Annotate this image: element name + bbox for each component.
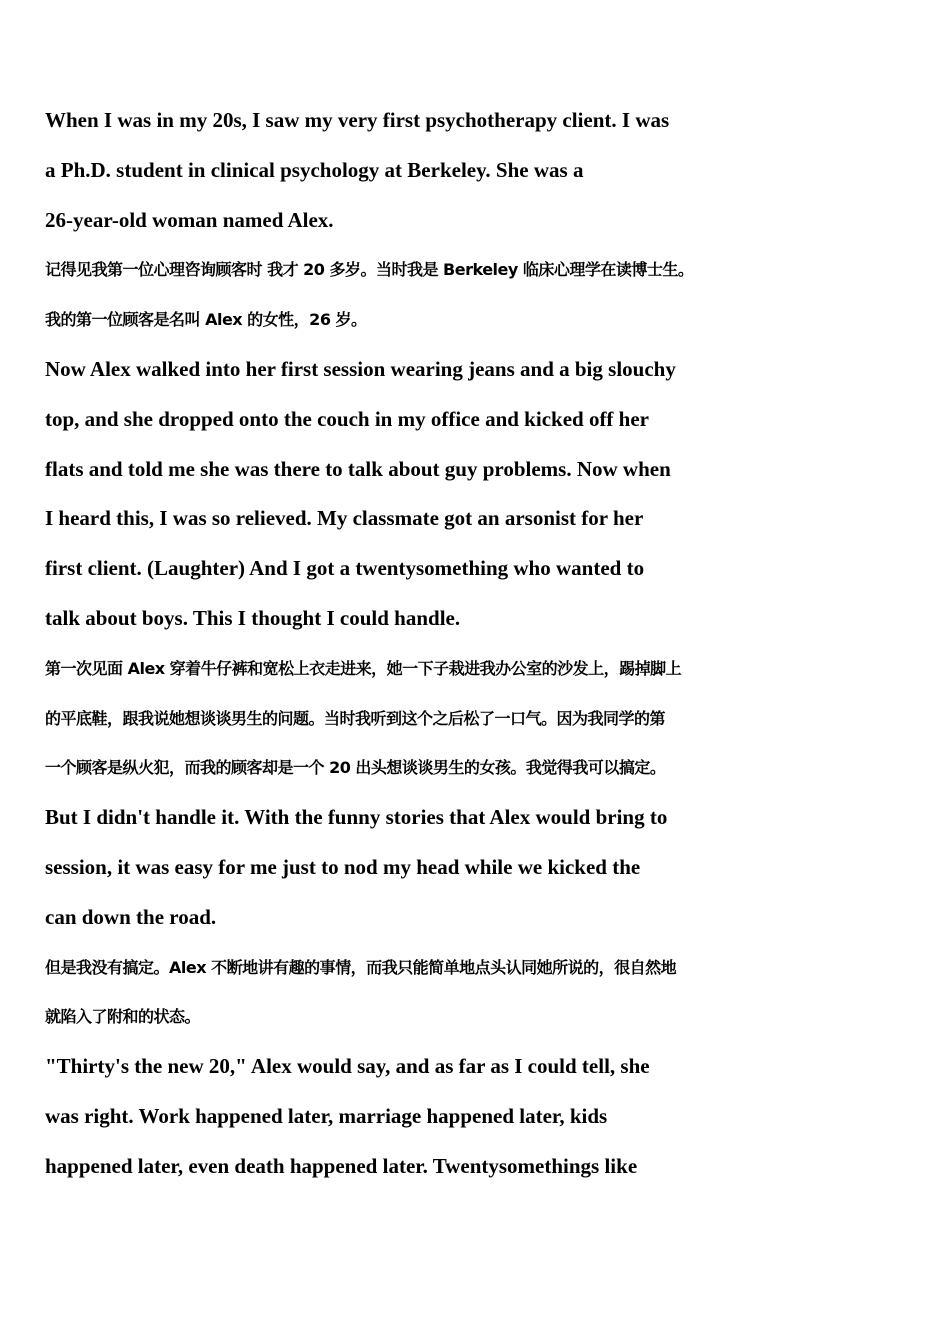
text-line: 一个顾客是纵火犯，而我的顾客却是一个 20 出头想谈谈男生的女孩。我觉得我可以搞定。 <box>45 758 666 778</box>
text-line: When I was in my 20s, I saw my very first psychotherapy client. I was <box>45 108 670 132</box>
text-line: session, it was easy for me just to nod my head while we kicked the <box>45 854 641 879</box>
paragraph-zh-2 <box>45 644 905 793</box>
paragraph-en-1 <box>45 96 905 245</box>
text-line: 第一次见面 Alex 穿着牛仔裤和宽松上衣走进来，她一下子栽进我办公室的沙发上，踢掉脚上 <box>45 658 682 678</box>
text-line: a Ph.D. student in clinical psychology at Berkeley. She was a <box>45 157 584 182</box>
paragraph-zh-1 <box>45 245 905 345</box>
paragraph-zh-3 <box>45 943 905 1043</box>
text-line: 我的第一位顾客是名叫 Alex 的女性，26 岁。 <box>45 310 367 330</box>
text-line: I heard this, I was so relieved. My classmate got an arsonist for her <box>45 506 644 531</box>
text-line: was right. Work happened later, marriage happened later, kids <box>45 1103 608 1128</box>
document-page <box>45 96 905 1192</box>
text-line: top, and she dropped onto the couch in my office and kicked off her <box>45 406 649 431</box>
text-line: 的平底鞋，跟我说她想谈谈男生的问题。当时我听到这个之后松了一口气。因为我同学的第 <box>45 708 666 728</box>
text-line: Now Alex walked into her first session wearing jeans and a big slouchy <box>45 356 676 381</box>
text-line: 记得见我第一位心理咨询顾客时 我才 20 多岁。当时我是 Berkeley 临床心理学在读博士生。 <box>45 260 694 280</box>
text-line: 26-year-old woman named Alex. <box>45 207 334 232</box>
text-line: "Thirty's the new 20," Alex would say, and as far as I could tell, she <box>45 1054 650 1079</box>
paragraph-en-4 <box>45 1042 905 1191</box>
text-line: first client. (Laughter) And I got a twentysomething who wanted to <box>45 556 645 581</box>
text-line: flats and told me she was there to talk about guy problems. Now when <box>45 456 671 481</box>
text-line: 但是我没有搞定。Alex 不断地讲有趣的事情，而我只能简单地点头认同她所说的，很自然地 <box>45 957 677 977</box>
text-line: can down the road. <box>45 904 217 929</box>
text-line: happened later, even death happened later. Twentysomethings like <box>45 1153 638 1178</box>
text-line: 就陷入了附和的状态。 <box>45 1007 201 1027</box>
text-line: But I didn't handle it. With the funny stories that Alex would bring to <box>45 805 668 830</box>
paragraph-en-3 <box>45 793 905 942</box>
text-line: talk about boys. This I thought I could handle. <box>45 605 461 630</box>
paragraph-en-2 <box>45 345 905 644</box>
